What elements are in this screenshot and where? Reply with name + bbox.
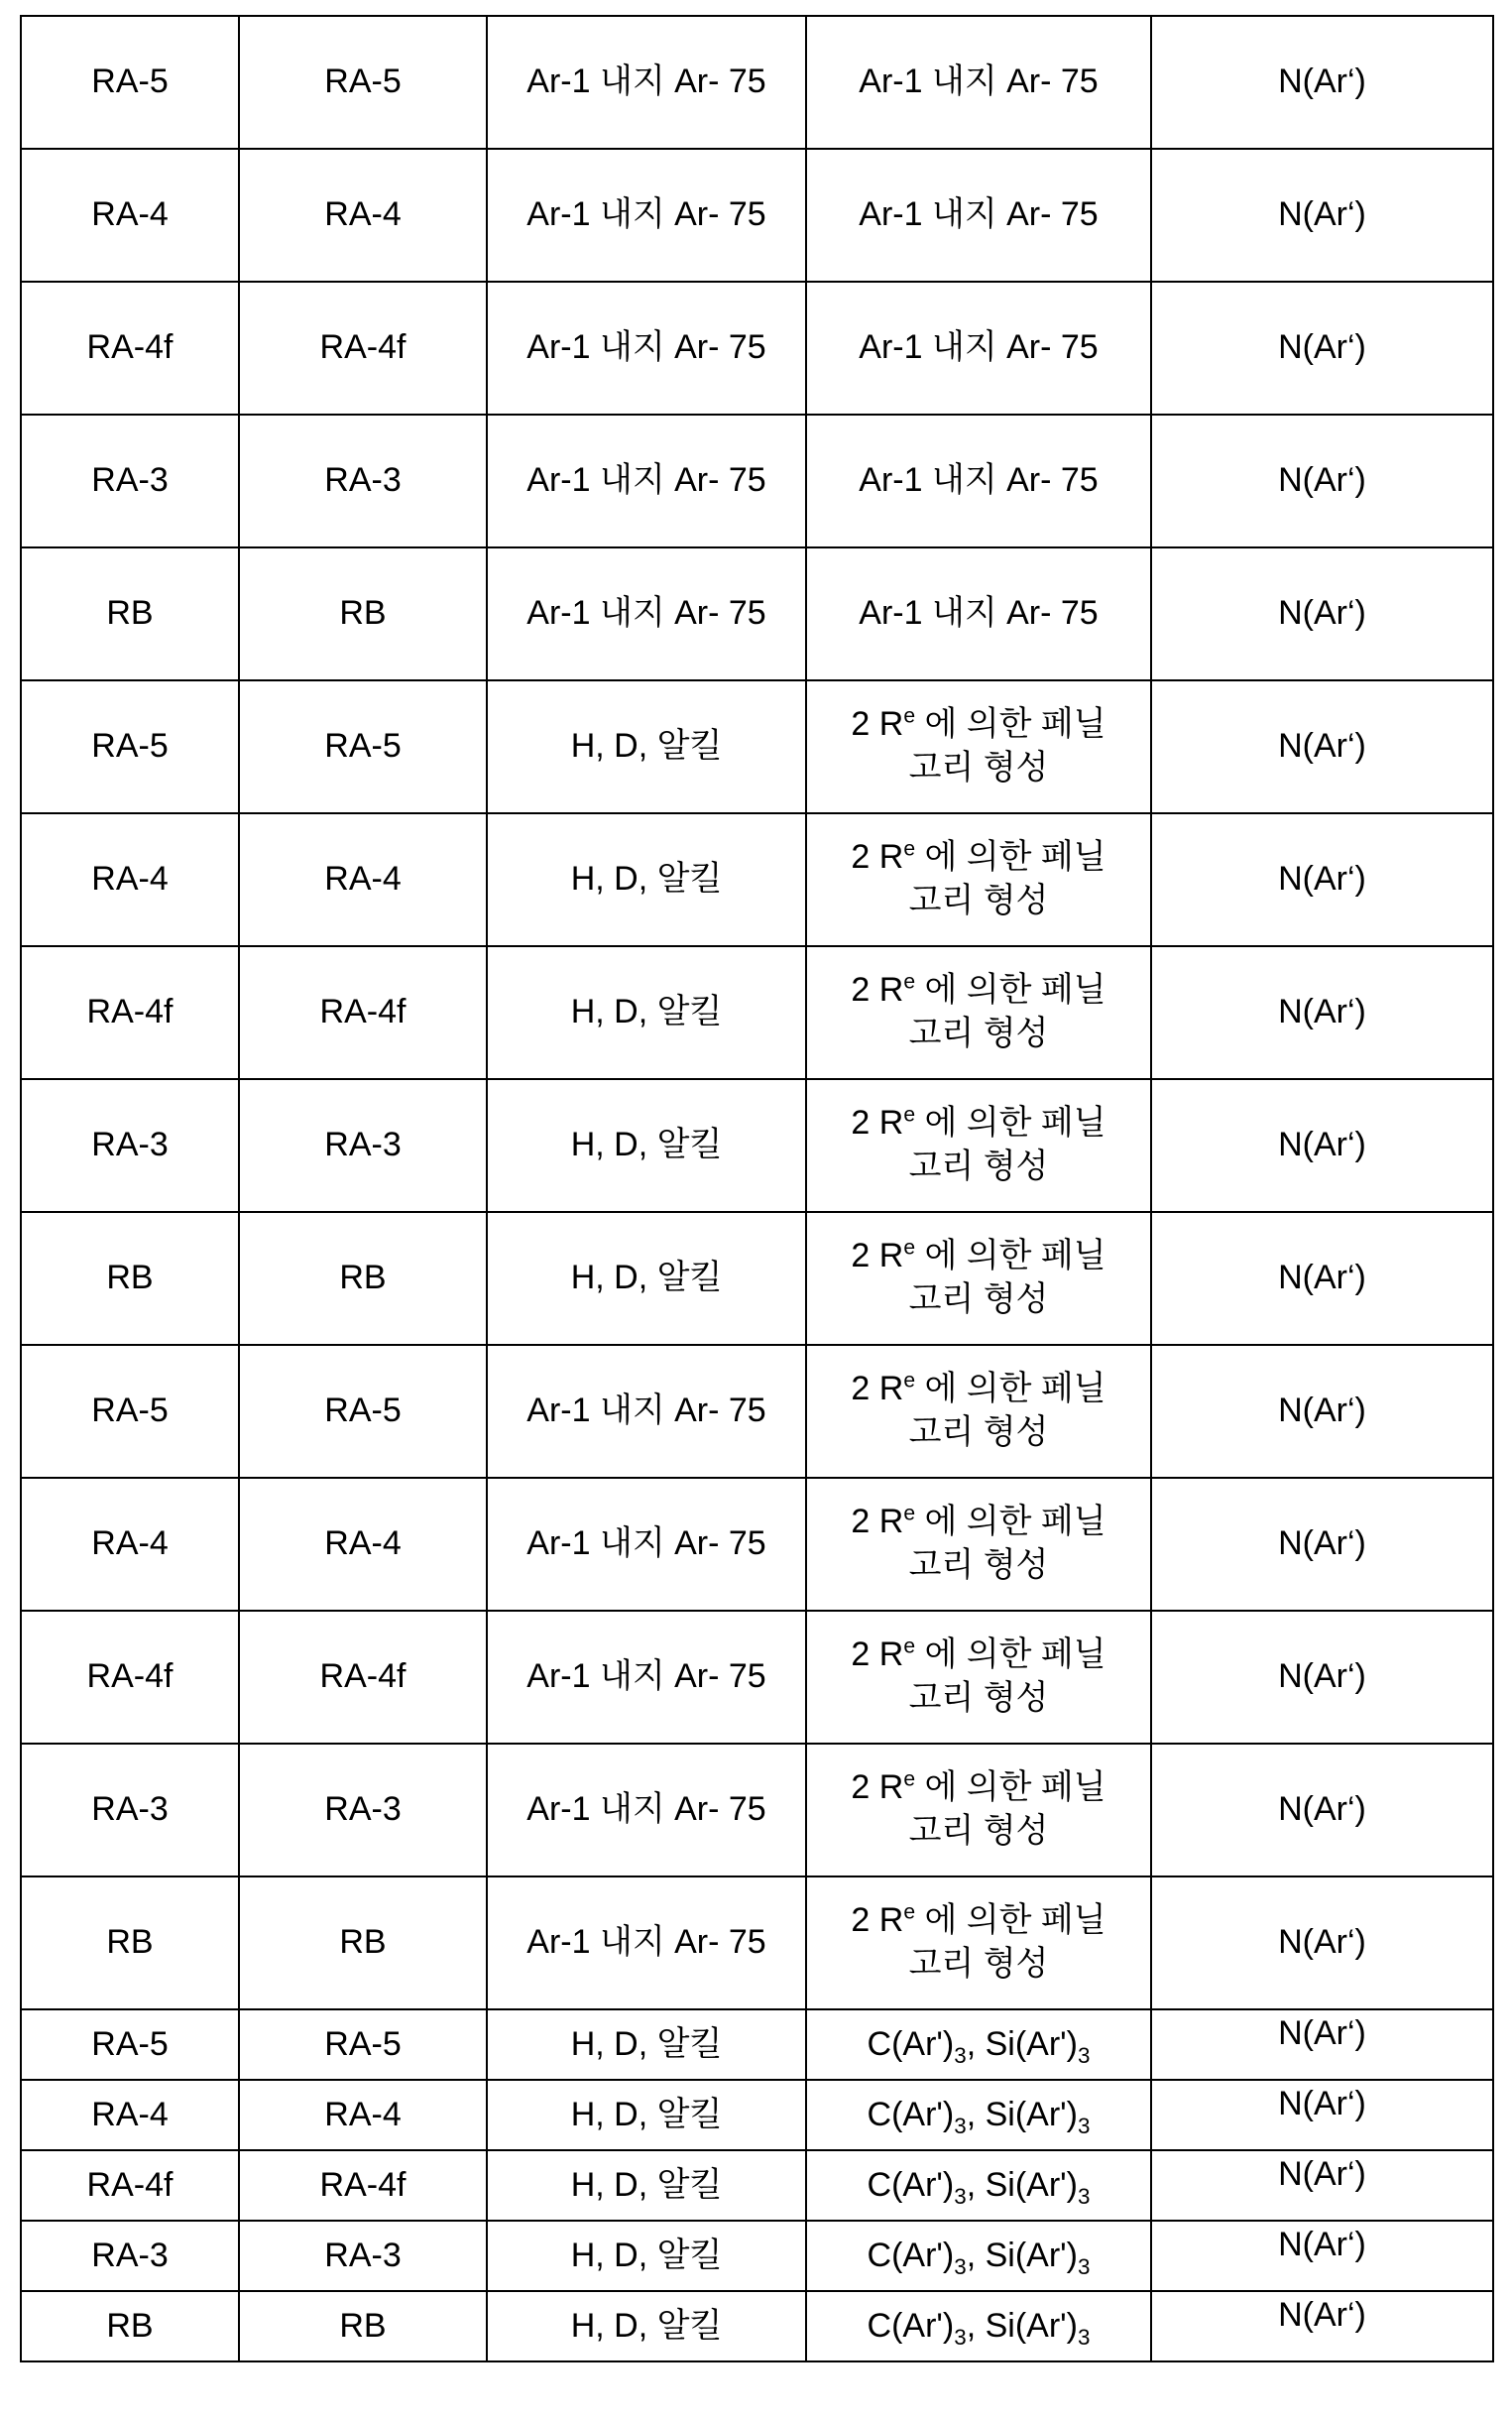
cell-value-text: RA-4 [91, 195, 169, 234]
table-cell-col1 [21, 1478, 239, 1611]
cell-value-text: N(Ar‘) [1278, 2155, 1366, 2193]
superscript-e: e [903, 1635, 916, 1659]
subscript-3: 3 [1077, 2324, 1091, 2350]
cell-value-text: RA-4f [86, 1657, 174, 1696]
table-cell-col2 [239, 1478, 487, 1611]
phenyl-ring-formation-text: 2 $R^e$ 에 의한 페닐 고리 형성 [851, 1635, 1106, 1717]
cell-value-text: RA-5 [324, 1392, 402, 1430]
phenyl-ring-formation-text: 2 $R^e$ 에 의한 페닐 고리 형성 [851, 1237, 1106, 1318]
cell-value-text: RB [339, 1923, 387, 1962]
hd-alkyl-text: H, D, 알킬 [570, 2024, 723, 2063]
table-cell-col4 [806, 946, 1151, 1079]
table-cell-col3 [487, 2009, 806, 2080]
triaryl-carbon-silicon-text: $C(Ar')_3$, $Si(Ar')_3$ [867, 2236, 1091, 2279]
cell-value-text: RB [106, 594, 154, 633]
table-cell-col1 [21, 1876, 239, 2009]
table-cell-col1 [21, 946, 239, 1079]
cell-value-text: N(Ar‘) [1278, 1923, 1366, 1962]
cell-value-text: RA-5 [91, 62, 169, 101]
phenyl-ring-formation-text: 2 $R^e$ 에 의한 페닐 고리 형성 [851, 1768, 1106, 1850]
cell-value-text: RA-4f [319, 328, 407, 367]
cell-value-text: RA-4 [91, 2095, 169, 2133]
ar-range-text: Ar-1 내지 Ar- 75 [859, 195, 1099, 234]
ar-range-text: Ar-1 내지 Ar- 75 [526, 1923, 766, 1962]
table-cell-col2 [239, 1611, 487, 1744]
table-cell-col4 [806, 1876, 1151, 2009]
subscript-3: 3 [1077, 2113, 1091, 2138]
table-row [21, 2150, 1493, 2221]
cell-value-text: RA-4f [86, 328, 174, 367]
table-cell-col2 [239, 547, 487, 680]
table-cell-col5 [1151, 2291, 1493, 2361]
cell-value-text: N(Ar‘) [1278, 1524, 1366, 1563]
cell-value-text: N(Ar‘) [1278, 2085, 1366, 2122]
cell-value-text: N(Ar‘) [1278, 328, 1366, 367]
cell-value-text: N(Ar‘) [1278, 1259, 1366, 1297]
table-cell-col5 [1151, 415, 1493, 547]
table-row [21, 1478, 1493, 1611]
phenyl-ring-formation-text: 2 $R^e$ 에 의한 페닐 고리 형성 [851, 1901, 1106, 1983]
table-cell-col1 [21, 1744, 239, 1876]
cell-value-text: RA-3 [91, 2236, 169, 2274]
ar-range-text: Ar-1 내지 Ar- 75 [526, 594, 766, 633]
cell-value-text: RA-4f [319, 993, 407, 1031]
table-cell-col4 [806, 2080, 1151, 2150]
cell-value-text: RA-3 [91, 1126, 169, 1164]
table-cell-col2 [239, 415, 487, 547]
cell-value-text: RA-3 [324, 1790, 402, 1829]
table-row [21, 415, 1493, 547]
cell-value-text: RA-5 [91, 2024, 169, 2063]
table-cell-col3 [487, 1744, 806, 1876]
table-row [21, 2221, 1493, 2291]
cell-value-text: N(Ar‘) [1278, 2296, 1366, 2334]
table-cell-col5 [1151, 680, 1493, 813]
table-cell-col4 [806, 2291, 1151, 2361]
phenyl-ring-formation-text: 2 $R^e$ 에 의한 페닐 고리 형성 [851, 1104, 1106, 1185]
hd-alkyl-text: H, D, 알킬 [570, 2236, 723, 2274]
table-cell-col4 [806, 2009, 1151, 2080]
table-cell-col1 [21, 415, 239, 547]
table-row [21, 680, 1493, 813]
cell-value-text: RA-5 [324, 2024, 402, 2063]
table-cell-col5 [1151, 1478, 1493, 1611]
table-cell-col3 [487, 149, 806, 282]
table-row [21, 16, 1493, 149]
table-row [21, 813, 1493, 946]
cell-value-text: RA-4 [324, 2095, 402, 2133]
ar-range-text: Ar-1 내지 Ar- 75 [859, 62, 1099, 101]
table-cell-col3 [487, 946, 806, 1079]
table-cell-col2 [239, 680, 487, 813]
table-cell-col1 [21, 1079, 239, 1212]
subscript-3: 3 [1077, 2042, 1091, 2068]
hd-alkyl-text: H, D, 알킬 [570, 860, 723, 899]
table-cell-col2 [239, 946, 487, 1079]
cell-value-text: N(Ar‘) [1278, 1392, 1366, 1430]
superscript-e: e [903, 838, 916, 862]
phenyl-ring-formation-text: 2 $R^e$ 에 의한 페닐 고리 형성 [851, 705, 1106, 786]
phenyl-ring-formation-text: 2 $R^e$ 에 의한 페닐 고리 형성 [851, 1370, 1106, 1451]
table-cell-col5 [1151, 547, 1493, 680]
table-cell-col5 [1151, 2009, 1493, 2080]
table-body [21, 16, 1493, 2361]
table-cell-col2 [239, 1744, 487, 1876]
cell-value-text: RA-4f [319, 1657, 407, 1696]
superscript-e: e [903, 1901, 916, 1925]
table-cell-col2 [239, 1079, 487, 1212]
table-cell-col4 [806, 1345, 1151, 1478]
cell-value-text: RA-5 [91, 727, 169, 766]
table-cell-col3 [487, 2291, 806, 2361]
ar-range-text: Ar-1 내지 Ar- 75 [526, 1657, 766, 1696]
table-cell-col3 [487, 1212, 806, 1345]
table-cell-col5 [1151, 149, 1493, 282]
ar-range-text: Ar-1 내지 Ar- 75 [526, 62, 766, 101]
subscript-3: 3 [954, 2183, 967, 2209]
table-cell-col5 [1151, 1212, 1493, 1345]
table-cell-col1 [21, 2009, 239, 2080]
superscript-e: e [903, 1768, 916, 1792]
hd-alkyl-text: H, D, 알킬 [570, 2165, 723, 2204]
table-cell-col4 [806, 16, 1151, 149]
ar-range-text: Ar-1 내지 Ar- 75 [526, 1790, 766, 1829]
table-cell-col3 [487, 415, 806, 547]
cell-value-text: N(Ar‘) [1278, 1790, 1366, 1829]
cell-value-text: N(Ar‘) [1278, 2014, 1366, 2052]
phenyl-ring-formation-text: 2 $R^e$ 에 의한 페닐 고리 형성 [851, 1503, 1106, 1584]
table-cell-col3 [487, 1345, 806, 1478]
cell-value-text: RA-4 [91, 1524, 169, 1563]
table-cell-col1 [21, 1212, 239, 1345]
table-cell-col2 [239, 282, 487, 415]
cell-value-text: N(Ar‘) [1278, 461, 1366, 500]
cell-value-text: RB [106, 2306, 154, 2345]
table-cell-col1 [21, 2291, 239, 2361]
table-cell-col1 [21, 2221, 239, 2291]
subscript-3: 3 [1077, 2183, 1091, 2209]
table-cell-col5 [1151, 1611, 1493, 1744]
cell-value-text: N(Ar‘) [1278, 594, 1366, 633]
table-cell-col4 [806, 547, 1151, 680]
table-cell-col2 [239, 2080, 487, 2150]
hd-alkyl-text: H, D, 알킬 [570, 2095, 723, 2133]
table-cell-col5 [1151, 1345, 1493, 1478]
superscript-e: e [903, 705, 916, 729]
subscript-3: 3 [954, 2042, 967, 2068]
table-row [21, 1212, 1493, 1345]
ar-range-text: Ar-1 내지 Ar- 75 [526, 461, 766, 500]
table-cell-col4 [806, 415, 1151, 547]
table-cell-col4 [806, 149, 1151, 282]
cell-value-text: RA-3 [91, 461, 169, 500]
table-cell-col1 [21, 282, 239, 415]
table-cell-col5 [1151, 16, 1493, 149]
table-cell-col4 [806, 1079, 1151, 1212]
cell-value-text: RA-4 [91, 860, 169, 899]
cell-value-text: RA-4 [324, 195, 402, 234]
table-cell-col3 [487, 1611, 806, 1744]
cell-value-text: RA-4f [319, 2165, 407, 2204]
cell-value-text: RB [339, 2306, 387, 2345]
table-cell-col5 [1151, 813, 1493, 946]
ar-range-text: Ar-1 내지 Ar- 75 [526, 1392, 766, 1430]
table-cell-col2 [239, 149, 487, 282]
table-cell-col1 [21, 813, 239, 946]
hd-alkyl-text: H, D, 알킬 [570, 727, 723, 766]
table-row [21, 2009, 1493, 2080]
cell-value-text: RA-4 [324, 1524, 402, 1563]
table-cell-col2 [239, 1345, 487, 1478]
cell-value-text: N(Ar‘) [1278, 860, 1366, 899]
table-cell-col2 [239, 1876, 487, 2009]
triaryl-carbon-silicon-text: $C(Ar')_3$, $Si(Ar')_3$ [867, 2095, 1091, 2138]
table-cell-col1 [21, 2150, 239, 2221]
table-cell-col1 [21, 149, 239, 282]
phenyl-ring-formation-text: 2 $R^e$ 에 의한 페닐 고리 형성 [851, 838, 1106, 919]
table-cell-col3 [487, 2221, 806, 2291]
superscript-e: e [903, 1104, 916, 1128]
cell-value-text: RA-3 [91, 1790, 169, 1829]
table-cell-col2 [239, 813, 487, 946]
patent-substituent-table [20, 15, 1494, 2362]
ar-range-text: Ar-1 내지 Ar- 75 [859, 461, 1099, 500]
table-cell-col5 [1151, 282, 1493, 415]
cell-value-text: RA-5 [91, 1392, 169, 1430]
superscript-e: e [903, 971, 916, 995]
table-cell-col4 [806, 282, 1151, 415]
subscript-3: 3 [954, 2113, 967, 2138]
ar-range-text: Ar-1 내지 Ar- 75 [859, 594, 1099, 633]
table-cell-col3 [487, 16, 806, 149]
table-cell-col4 [806, 2150, 1151, 2221]
table-row [21, 149, 1493, 282]
table-cell-col3 [487, 1478, 806, 1611]
table-cell-col1 [21, 16, 239, 149]
subscript-3: 3 [1077, 2253, 1091, 2279]
table-cell-col4 [806, 1744, 1151, 1876]
cell-value-text: RA-5 [324, 727, 402, 766]
table-cell-col4 [806, 1478, 1151, 1611]
table-cell-col1 [21, 1345, 239, 1478]
cell-value-text: N(Ar‘) [1278, 993, 1366, 1031]
table-cell-col3 [487, 813, 806, 946]
superscript-e: e [903, 1237, 916, 1261]
hd-alkyl-text: H, D, 알킬 [570, 2306, 723, 2345]
phenyl-ring-formation-text: 2 $R^e$ 에 의한 페닐 고리 형성 [851, 971, 1106, 1052]
cell-value-text: RA-4f [86, 993, 174, 1031]
table-cell-col3 [487, 547, 806, 680]
ar-range-text: Ar-1 내지 Ar- 75 [859, 328, 1099, 367]
table-cell-col2 [239, 2009, 487, 2080]
hd-alkyl-text: H, D, 알킬 [570, 1259, 723, 1297]
triaryl-carbon-silicon-text: $C(Ar')_3$, $Si(Ar')_3$ [867, 2306, 1091, 2350]
table-cell-col4 [806, 813, 1151, 946]
patent-table-container [20, 15, 1492, 2362]
subscript-3: 3 [954, 2253, 967, 2279]
table-cell-col3 [487, 1876, 806, 2009]
table-row [21, 1611, 1493, 1744]
table-cell-col5 [1151, 1079, 1493, 1212]
table-cell-col2 [239, 16, 487, 149]
ar-range-text: Ar-1 내지 Ar- 75 [526, 1524, 766, 1563]
cell-value-text: RB [339, 1259, 387, 1297]
table-cell-col4 [806, 1212, 1151, 1345]
superscript-e: e [903, 1503, 916, 1526]
table-cell-col1 [21, 680, 239, 813]
table-cell-col5 [1151, 1744, 1493, 1876]
subscript-3: 3 [954, 2324, 967, 2350]
cell-value-text: RA-4 [324, 860, 402, 899]
table-row [21, 1876, 1493, 2009]
superscript-e: e [903, 1370, 916, 1393]
table-cell-col5 [1151, 2150, 1493, 2221]
cell-value-text: RB [339, 594, 387, 633]
table-cell-col4 [806, 2221, 1151, 2291]
table-cell-col5 [1151, 946, 1493, 1079]
table-cell-col2 [239, 2150, 487, 2221]
table-cell-col1 [21, 1611, 239, 1744]
table-cell-col3 [487, 2150, 806, 2221]
ar-range-text: Ar-1 내지 Ar- 75 [526, 328, 766, 367]
table-cell-col5 [1151, 2221, 1493, 2291]
cell-value-text: N(Ar‘) [1278, 1657, 1366, 1696]
table-row [21, 2291, 1493, 2361]
table-row [21, 282, 1493, 415]
table-cell-col3 [487, 680, 806, 813]
table-row [21, 1345, 1493, 1478]
table-cell-col5 [1151, 1876, 1493, 2009]
cell-value-text: N(Ar‘) [1278, 727, 1366, 766]
triaryl-carbon-silicon-text: $C(Ar')_3$, $Si(Ar')_3$ [867, 2165, 1091, 2209]
cell-value-text: RA-3 [324, 2236, 402, 2274]
cell-value-text: N(Ar‘) [1278, 195, 1366, 234]
hd-alkyl-text: H, D, 알킬 [570, 1126, 723, 1164]
table-row [21, 1744, 1493, 1876]
table-cell-col2 [239, 2291, 487, 2361]
cell-value-text: N(Ar‘) [1278, 2226, 1366, 2263]
cell-value-text: N(Ar‘) [1278, 1126, 1366, 1164]
table-cell-col4 [806, 1611, 1151, 1744]
ar-range-text: Ar-1 내지 Ar- 75 [526, 195, 766, 234]
table-cell-col3 [487, 1079, 806, 1212]
table-cell-col4 [806, 680, 1151, 813]
hd-alkyl-text: H, D, 알킬 [570, 993, 723, 1031]
cell-value-text: RB [106, 1923, 154, 1962]
cell-value-text: RA-5 [324, 62, 402, 101]
table-row [21, 547, 1493, 680]
table-cell-col2 [239, 1212, 487, 1345]
table-cell-col3 [487, 2080, 806, 2150]
cell-value-text: RB [106, 1259, 154, 1297]
table-cell-col3 [487, 282, 806, 415]
cell-value-text: RA-4f [86, 2165, 174, 2204]
table-cell-col1 [21, 547, 239, 680]
table-row [21, 1079, 1493, 1212]
triaryl-carbon-silicon-text: $C(Ar')_3$, $Si(Ar')_3$ [867, 2024, 1091, 2068]
table-cell-col5 [1151, 2080, 1493, 2150]
table-cell-col2 [239, 2221, 487, 2291]
cell-value-text: N(Ar‘) [1278, 62, 1366, 101]
table-row [21, 946, 1493, 1079]
table-row [21, 2080, 1493, 2150]
cell-value-text: RA-3 [324, 1126, 402, 1164]
table-cell-col1 [21, 2080, 239, 2150]
cell-value-text: RA-3 [324, 461, 402, 500]
